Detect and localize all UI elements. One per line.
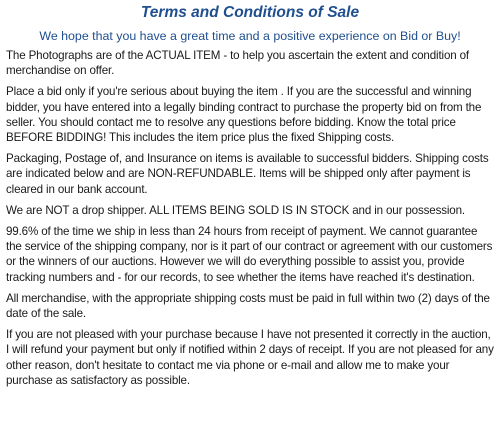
paragraph-refunds: If you are not pleased with your purchase because I have not presented it correctly in the auction, I will refund your payment but only if notified within 2 days of receipt. If you are not pleased for any other reason, don't hesitate to contact me via phone or e-mail and allow me to make your purchase as satisfactory as possible.	[6, 328, 494, 387]
paragraph-shipping-time: 99.6% of the time we ship in less than 24 hours from receipt of payment. We cannot guarantee the service of the shipping company, nor is it part of our contract or agreement with our customers or the winners of our auctions. However we will do everything possible to assist you, provide tracking numbers and - for our records, to see whether the items have reached it's destination.	[6, 225, 493, 284]
paragraph-bidding: Place a bid only if you're serious about buying the item . If you are the successful and winning bidder, you have entered into a legally binding contract to purchase the property bid on from the seller. You should contact me to resolve any questions before bidding. Know the total price BEFORE BIDDING! This includes the item price plus the fixed Shipping costs.	[6, 85, 482, 145]
paragraph-shipping-costs: Packaging, Postage of, and Insurance on items is available to successful bidders. Shipping costs are indicated below and are NON-REFUNDABLE. Items will be shipped only after payment is cleared in our bank account.	[6, 152, 489, 196]
page-subtitle: We hope that you have a great time and a positive experience on Bid or Buy!	[39, 29, 461, 43]
paragraph-photographs: The Photographs are of the ACTUAL ITEM - to help you ascertain the extent and condition of merchandise on offer.	[6, 49, 469, 78]
page-title: Terms and Conditions of Sale	[140, 4, 360, 21]
paragraph-stock: We are NOT a drop shipper. ALL ITEMS BEING SOLD IS IN STOCK and in our possession.	[6, 203, 465, 217]
paragraph-payment: All merchandise, with the appropriate shipping costs must be paid in full within two (2) days of the date of the sale.	[6, 291, 490, 321]
